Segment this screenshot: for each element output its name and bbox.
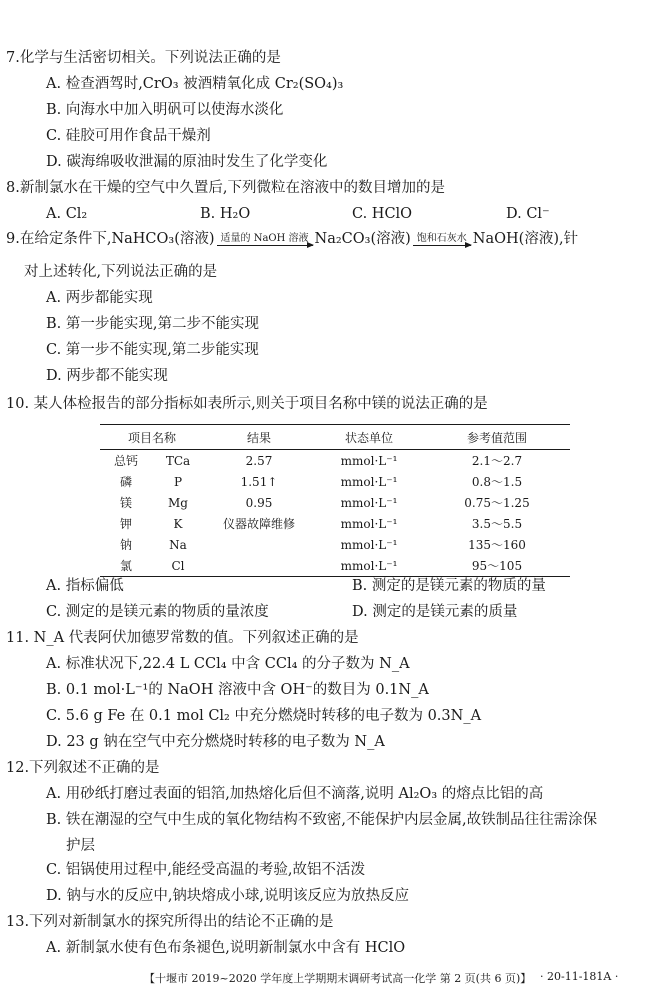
q7-option-b: B. 向海水中加入明矾可以使海水淡化	[46, 102, 284, 118]
table-row	[100, 555, 570, 577]
table-header-result: 结果	[204, 425, 314, 450]
q11-stem: 11. N_A 代表阿伏加德罗常数的值。下列叙述正确的是	[6, 630, 359, 646]
cell-name: 磷	[119, 475, 132, 489]
q8-option-d: D. Cl⁻	[506, 206, 550, 222]
table-row	[100, 450, 570, 472]
cell-name: 钾	[119, 517, 132, 531]
q9-arrow-2	[413, 233, 471, 252]
q12-option-d: D. 钠与水的反应中,钠块熔成小球,说明该反应为放热反应	[46, 888, 410, 904]
cell-range: 0.8～1.5	[471, 475, 523, 489]
q13-stem: 13.下列对新制氯水的探究所得出的结论不正确的是	[6, 914, 334, 930]
table-header-row	[100, 425, 570, 450]
q9-option-a: A. 两步都能实现	[46, 290, 153, 306]
q13-option-a: A. 新制氯水使有色布条褪色,说明新制氯水中含有 HClO	[46, 940, 406, 956]
cell-symbol: Na	[169, 537, 187, 552]
cell-symbol: TCa	[165, 453, 191, 468]
q7-option-c: C. 硅胶可用作食品干燥剂	[46, 128, 211, 144]
cell-range: 0.75～1.25	[464, 496, 530, 510]
cell-range: 2.1～2.7	[471, 454, 523, 468]
q7-option-a: A. 检查酒驾时,CrO₃ 被酒精氧化成 Cr₂(SO₄)₃	[46, 76, 344, 92]
page-footer: 【十堰市 2019~2020 学年度上学期期末调研考试高一化学 第 2 页(共 6 页)】	[144, 972, 532, 985]
cell-unit: mmol·L⁻¹	[314, 555, 424, 577]
arrow-right-icon	[217, 245, 313, 246]
q8-stem: 8.新制氯水在干燥的空气中久置后,下列微粒在溶液中的数目增加的是	[6, 180, 445, 196]
cell-result	[204, 555, 314, 577]
q12-stem: 12.下列叙述不正确的是	[6, 760, 160, 776]
q11-option-c: C. 5.6 g Fe 在 0.1 mol Cl₂ 中充分燃烧时转移的电子数为 0.3N_A	[46, 708, 482, 724]
q9-arrow-2-label: 饱和石灰水	[416, 233, 467, 244]
cell-result: 0.95	[245, 495, 273, 510]
q9-stem	[6, 226, 578, 252]
q12-option-c: C. 铝锅使用过程中,能经受高温的考验,故铝不活泼	[46, 862, 366, 878]
cell-unit: mmol·L⁻¹	[340, 537, 398, 552]
cell-name: 总钙	[113, 454, 138, 468]
cell-range: 95～105	[424, 555, 570, 577]
q9-arrow-1-label: 适量的 NaOH 溶液	[220, 233, 309, 244]
q7-option-d: D. 碳海绵吸收泄漏的原油时发生了化学变化	[46, 154, 328, 170]
q10-option-b: B. 测定的是镁元素的物质的量	[352, 578, 546, 594]
q9-option-c: C. 第一步不能实现,第二步能实现	[46, 342, 259, 358]
cell-name: 氯	[100, 555, 152, 577]
q7-stem: 7.化学与生活密切相关。下列说法正确的是	[6, 50, 281, 66]
cell-result	[204, 534, 314, 555]
table-header-unit: 状态单位	[314, 425, 424, 450]
q12-option-a: A. 用砂纸打磨过表面的铝箔,加热熔化后但不滴落,说明 Al₂O₃ 的熔点比铝的高	[46, 786, 544, 802]
cell-name: 钠	[119, 538, 132, 552]
q9-suffix: NaOH(溶液),针	[472, 231, 579, 247]
table-row	[100, 492, 570, 513]
q8-option-a: A. Cl₂	[46, 206, 88, 222]
table-row	[100, 513, 570, 534]
q9-option-b: B. 第一步能实现,第二步不能实现	[46, 316, 259, 332]
q12-option-b: B. 铁在潮湿的空气中生成的氧化物结构不致密,不能保护内层金属,故铁制品往往需涂保	[46, 812, 598, 828]
cell-result: 仪器故障维修	[222, 517, 295, 531]
cell-result: 2.57	[245, 453, 273, 468]
table-row	[100, 471, 570, 492]
cell-range: 135～160	[468, 538, 526, 552]
report-table	[100, 424, 570, 577]
q9-arrow-1	[217, 233, 313, 252]
cell-result: 1.51↑	[240, 474, 278, 489]
table-row	[100, 534, 570, 555]
cell-unit: mmol·L⁻¹	[340, 495, 398, 510]
q9-option-d: D. 两步都不能实现	[46, 368, 168, 384]
cell-symbol: K	[173, 516, 183, 531]
page-code: · 20-11-181A ·	[540, 970, 619, 983]
cell-unit: mmol·L⁻¹	[340, 516, 398, 531]
table-header-range: 参考值范围	[424, 425, 570, 450]
q9-middle: Na₂CO₃(溶液)	[314, 231, 411, 247]
q9-stem-2: 对上述转化,下列说法正确的是	[24, 264, 218, 280]
q11-option-a: A. 标准状况下,22.4 L CCl₄ 中含 CCl₄ 的分子数为 N_A	[46, 656, 410, 672]
arrow-right-icon	[413, 245, 471, 246]
q10-option-c: C. 测定的是镁元素的物质的量浓度	[46, 604, 269, 620]
cell-range: 3.5～5.5	[471, 517, 523, 531]
q8-option-c: C. HClO	[352, 206, 413, 222]
q8-option-b: B. H₂O	[200, 206, 251, 222]
q11-option-b: B. 0.1 mol·L⁻¹的 NaOH 溶液中含 OH⁻的数目为 0.1N_A	[46, 682, 429, 698]
q11-option-d: D. 23 g 钠在空气中充分燃烧时转移的电子数为 N_A	[46, 734, 385, 750]
cell-unit: mmol·L⁻¹	[340, 474, 398, 489]
cell-symbol: Cl	[152, 555, 204, 577]
cell-symbol: Mg	[168, 495, 188, 510]
q9-prefix: 9.在给定条件下,NaHCO₃(溶液)	[6, 231, 215, 247]
table-header-item: 项目名称	[100, 425, 204, 450]
cell-name: 镁	[119, 496, 132, 510]
q10-option-a: A. 指标偏低	[46, 578, 124, 594]
q10-stem: 10. 某人体检报告的部分指标如表所示,则关于项目名称中镁的说法正确的是	[6, 396, 488, 412]
cell-unit: mmol·L⁻¹	[340, 453, 398, 468]
q10-option-d: D. 测定的是镁元素的质量	[352, 604, 518, 620]
q12-option-b-continued: 护层	[66, 838, 95, 854]
cell-symbol: P	[173, 474, 183, 489]
